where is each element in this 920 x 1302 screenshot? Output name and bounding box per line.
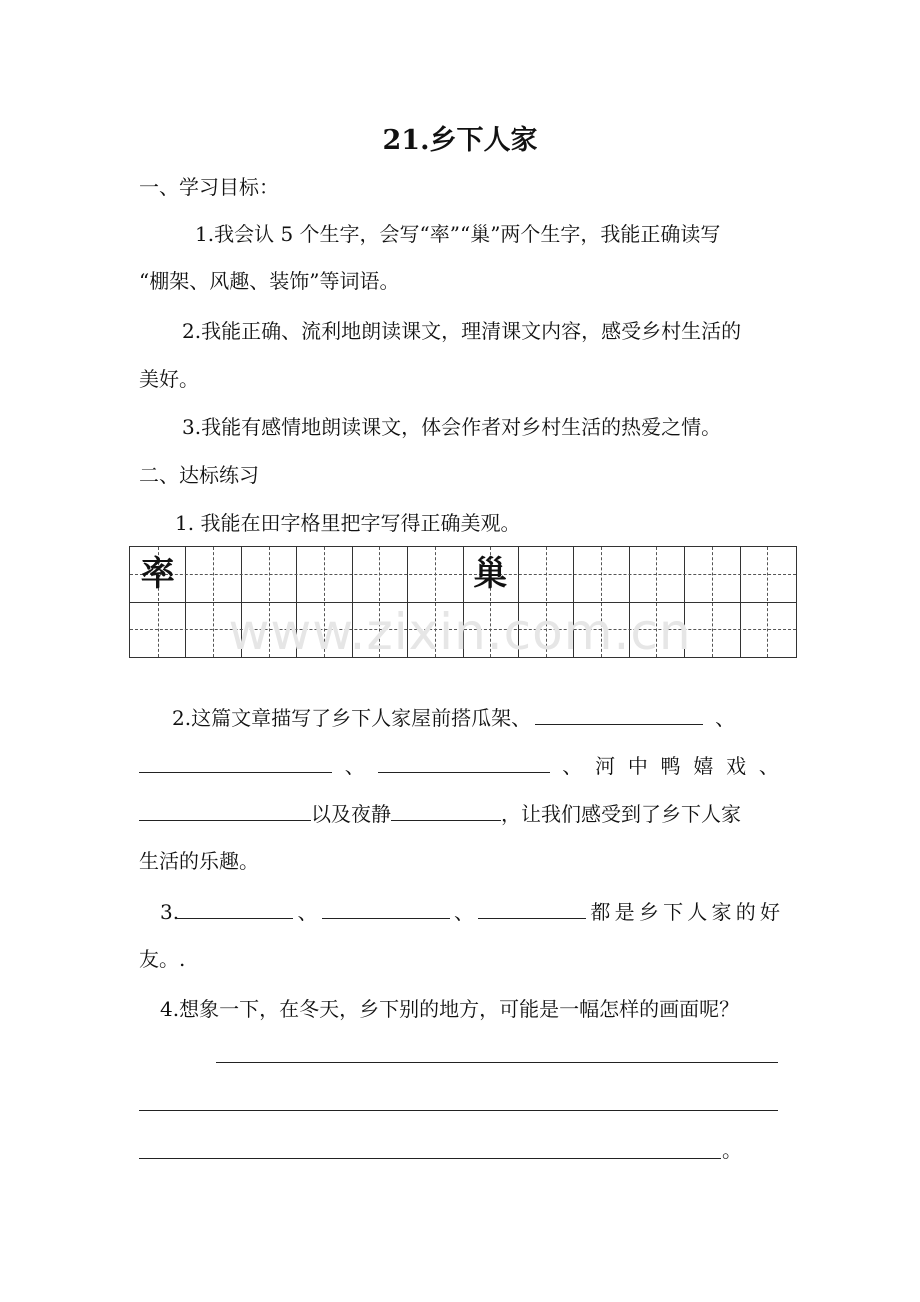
question-2-end: ，让我们感受到了乡下人家: [501, 802, 741, 826]
question-3-line-2: 友。.: [139, 947, 186, 971]
tail-char: 人: [687, 900, 708, 924]
duck-char: 戏: [726, 754, 747, 778]
separator: 、: [344, 754, 365, 778]
question-4-end: 。: [722, 1138, 742, 1162]
question-2-line-3: [139, 800, 741, 827]
question-2-line-4: 生活的乐趣。: [139, 849, 259, 873]
duck-char: 嬉: [693, 754, 714, 778]
separator: 、: [715, 706, 736, 730]
answer-blank[interactable]: [139, 800, 311, 821]
tail-char: 都: [590, 900, 611, 924]
separator: 、: [562, 754, 583, 778]
question-4: 4.想象一下，在冬天，乡下别的地方，可能是一幅怎样的画面呢？: [160, 997, 740, 1021]
answer-blank[interactable]: [391, 800, 501, 821]
model-character: 率: [140, 554, 175, 595]
tail-char: 好: [759, 900, 780, 924]
question-3-label: 3.: [160, 900, 180, 924]
question-2-middle: 以及夜静: [311, 802, 391, 826]
question-2-start: 2.这篇文章描写了乡下人家屋前搭瓜架、: [172, 706, 532, 730]
answer-blank[interactable]: [378, 752, 550, 773]
answer-blank[interactable]: [175, 898, 293, 919]
duck-char: 鸭: [660, 754, 681, 778]
goal-1-line-2: “棚架、风趣、装饰”等词语。: [139, 269, 400, 293]
separator: 、: [297, 900, 318, 924]
goal-1-line-1: 1.我会认 5 个生字，会写“率”“巢”两个生字，我能正确读写: [195, 222, 721, 246]
answer-blank[interactable]: [322, 898, 450, 919]
tail-char: 乡: [638, 900, 659, 924]
answer-line[interactable]: [139, 1110, 778, 1111]
tail-char: 的: [735, 900, 756, 924]
duck-char: 河: [595, 754, 616, 778]
question-1: 1. 我能在田字格里把字写得正确美观。: [175, 511, 521, 535]
answer-blank[interactable]: [535, 704, 703, 725]
tail-char: 是: [614, 900, 635, 924]
question-2-line-2: [139, 752, 779, 779]
section-heading-practice: 二、达标练习: [139, 463, 259, 487]
separator: 、: [758, 754, 779, 778]
answer-blank[interactable]: [478, 898, 586, 919]
separator: 、: [453, 900, 474, 924]
grid-guide-line: [130, 574, 796, 575]
tail-char: 家: [711, 900, 732, 924]
tail-char: 下: [663, 900, 684, 924]
model-character: 巢: [473, 554, 508, 595]
question-3-line-1: [160, 898, 780, 925]
question-2-line-1: [172, 704, 735, 731]
page-title: 21.乡下人家: [382, 125, 538, 156]
answer-blank[interactable]: [139, 752, 332, 773]
goal-2-line-2: 美好。: [139, 367, 199, 391]
answer-line[interactable]: [139, 1158, 721, 1159]
duck-char: 中: [627, 754, 648, 778]
answer-line[interactable]: [216, 1062, 778, 1063]
goal-2-line-1: 2.我能正确、流利地朗读课文，理清课文内容，感受乡村生活的: [182, 319, 742, 343]
watermark: www.zixin.com.cn: [228, 603, 692, 661]
goal-3: 3.我能有感情地朗读课文，体会作者对乡村生活的热爱之情。: [182, 415, 722, 439]
section-heading-goals: 一、学习目标：: [139, 175, 279, 199]
